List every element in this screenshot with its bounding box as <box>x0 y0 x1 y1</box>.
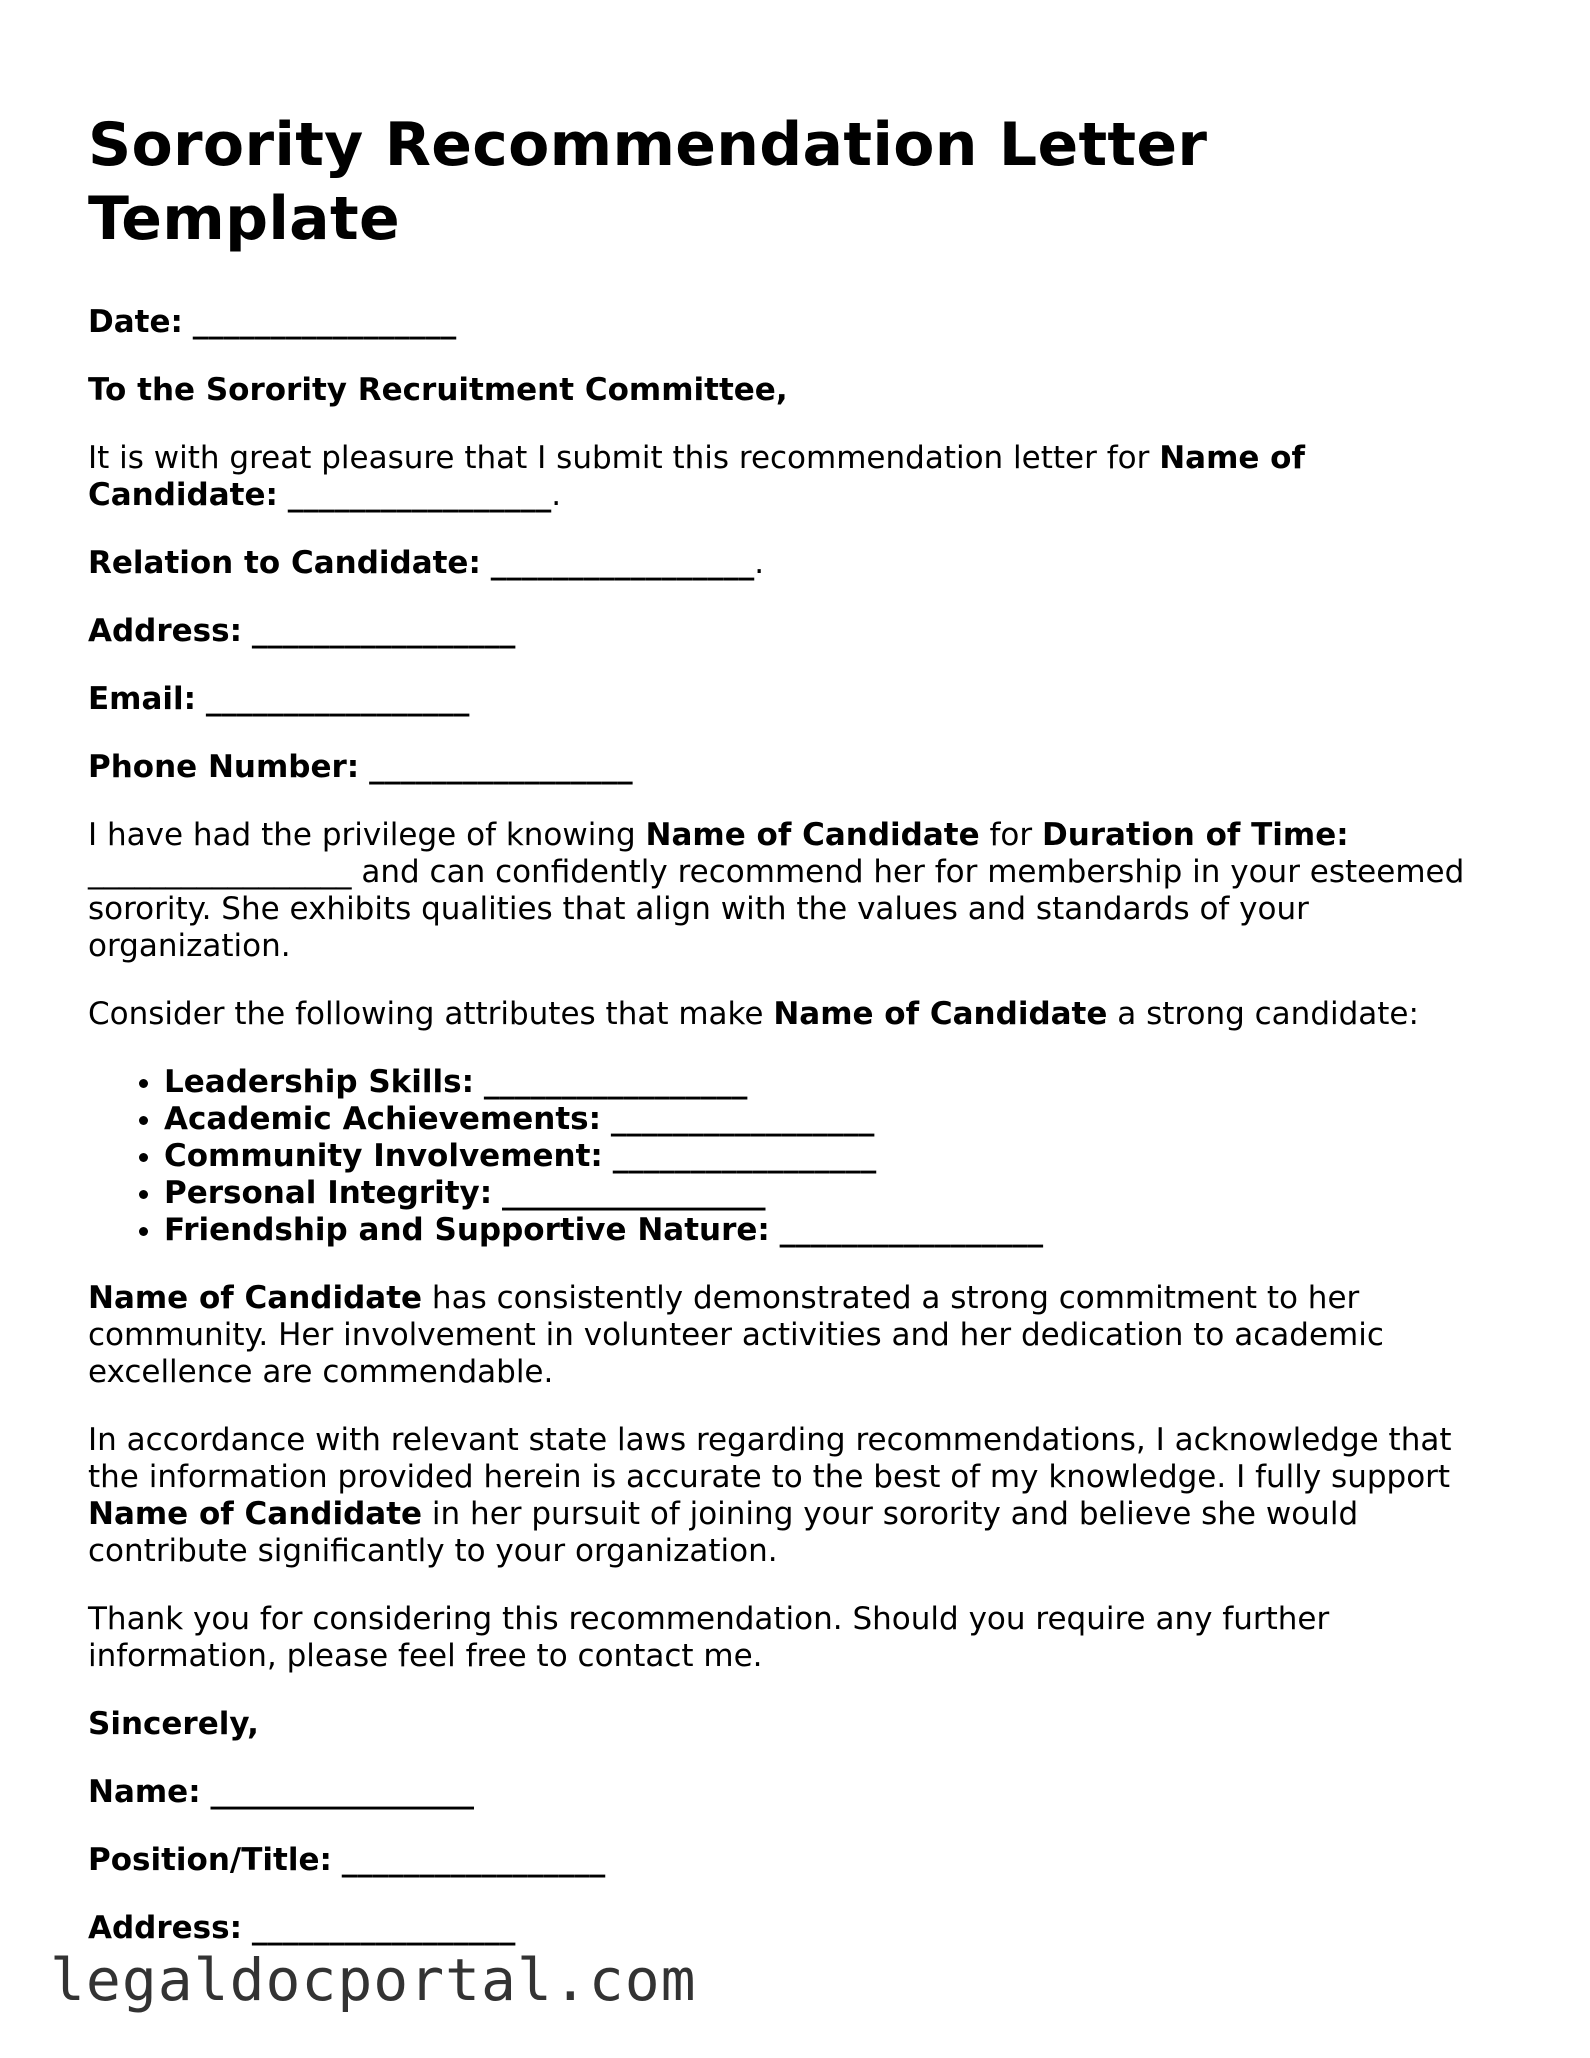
phone-blank: _________________ <box>369 749 633 785</box>
date-line <box>88 304 1488 341</box>
attribute-list <box>88 1064 1488 1249</box>
relation-line: Relation to Candidate: _________________. <box>88 545 765 581</box>
list-item: • Friendship and Supportive Nature: _________________ <box>164 1212 1488 1249</box>
salutation: To the Sorority Recruitment Committee, <box>88 372 788 408</box>
document-title: Sorority Recommendation Letter Template <box>88 110 1208 254</box>
signature-position-line: Position/Title: _________________ <box>88 1842 606 1878</box>
consider-paragraph: Consider the following attributes that make Name of Candidate a strong candidate: <box>88 996 1419 1032</box>
relation-label: Relation to Candidate: <box>88 545 481 581</box>
signature-name-line: Name: _________________ <box>88 1774 474 1810</box>
signature-address-label: Address: <box>88 1910 242 1946</box>
date-label: Date: <box>88 304 183 340</box>
list-item: • Leadership Skills: _________________ <box>164 1064 1488 1101</box>
list-item: • Academic Achievements: _________________ <box>164 1101 1488 1138</box>
candidate-name-label: Name of Candidate: <box>88 440 1305 513</box>
phone-line <box>88 749 1488 786</box>
closing: Sincerely, <box>88 1706 259 1742</box>
signature-address-line: Address: _________________ <box>88 1910 516 1946</box>
candidate-name-blank: _________________ <box>287 477 552 513</box>
email-blank: _________________ <box>205 681 470 717</box>
signature-name-label: Name: <box>88 1774 201 1810</box>
email-label: Email: <box>88 681 197 717</box>
commitment-paragraph: Name of Candidate has consistently demonstrated a strong commitment to her community. Her involvement in volunteer activities and her dedication to academic excellence are commendable. <box>88 1280 1384 1390</box>
intro-paragraph: It is with great pleasure that I submit this recommendation letter for Name of Candidate: _________________. <box>88 440 1305 513</box>
list-item: • Community Involvement: _________________ <box>164 1138 1488 1175</box>
document-page <box>88 108 1488 1978</box>
signature-position-label: Position/Title: <box>88 1842 332 1878</box>
address-label: Address: <box>88 613 242 649</box>
duration-label: Duration of Time: <box>1041 817 1349 853</box>
relation-blank: _________________ <box>490 545 755 581</box>
list-item: • Personal Integrity: _________________ <box>164 1175 1488 1212</box>
date-blank: _________________ <box>192 304 457 340</box>
site-watermark: legaldocportal.com <box>50 1946 697 2014</box>
address-blank: _________________ <box>251 613 516 649</box>
address-line <box>88 613 1488 650</box>
email-line <box>88 681 1488 718</box>
phone-label: Phone Number: <box>88 749 360 785</box>
knowing-paragraph: I have had the privilege of knowing Name of Candidate for Duration of Time: _________________ and can confidently recommend her for membership in your esteemed sorority. She exhibits qualities that align with the values and standards of your organization. <box>88 817 1465 964</box>
thanks-paragraph: Thank you for considering this recommendation. Should you require any further information, please feel free to contact me. <box>88 1601 1330 1674</box>
accordance-paragraph: In accordance with relevant state laws regarding recommendations, I acknowledge that the information provided herein is accurate to the best of my knowledge. I fully support Name of Candidate in her pursuit of joining your sorority and believe she would contribute significantly to your organization. <box>88 1422 1452 1569</box>
duration-blank: _________________ <box>88 854 352 890</box>
